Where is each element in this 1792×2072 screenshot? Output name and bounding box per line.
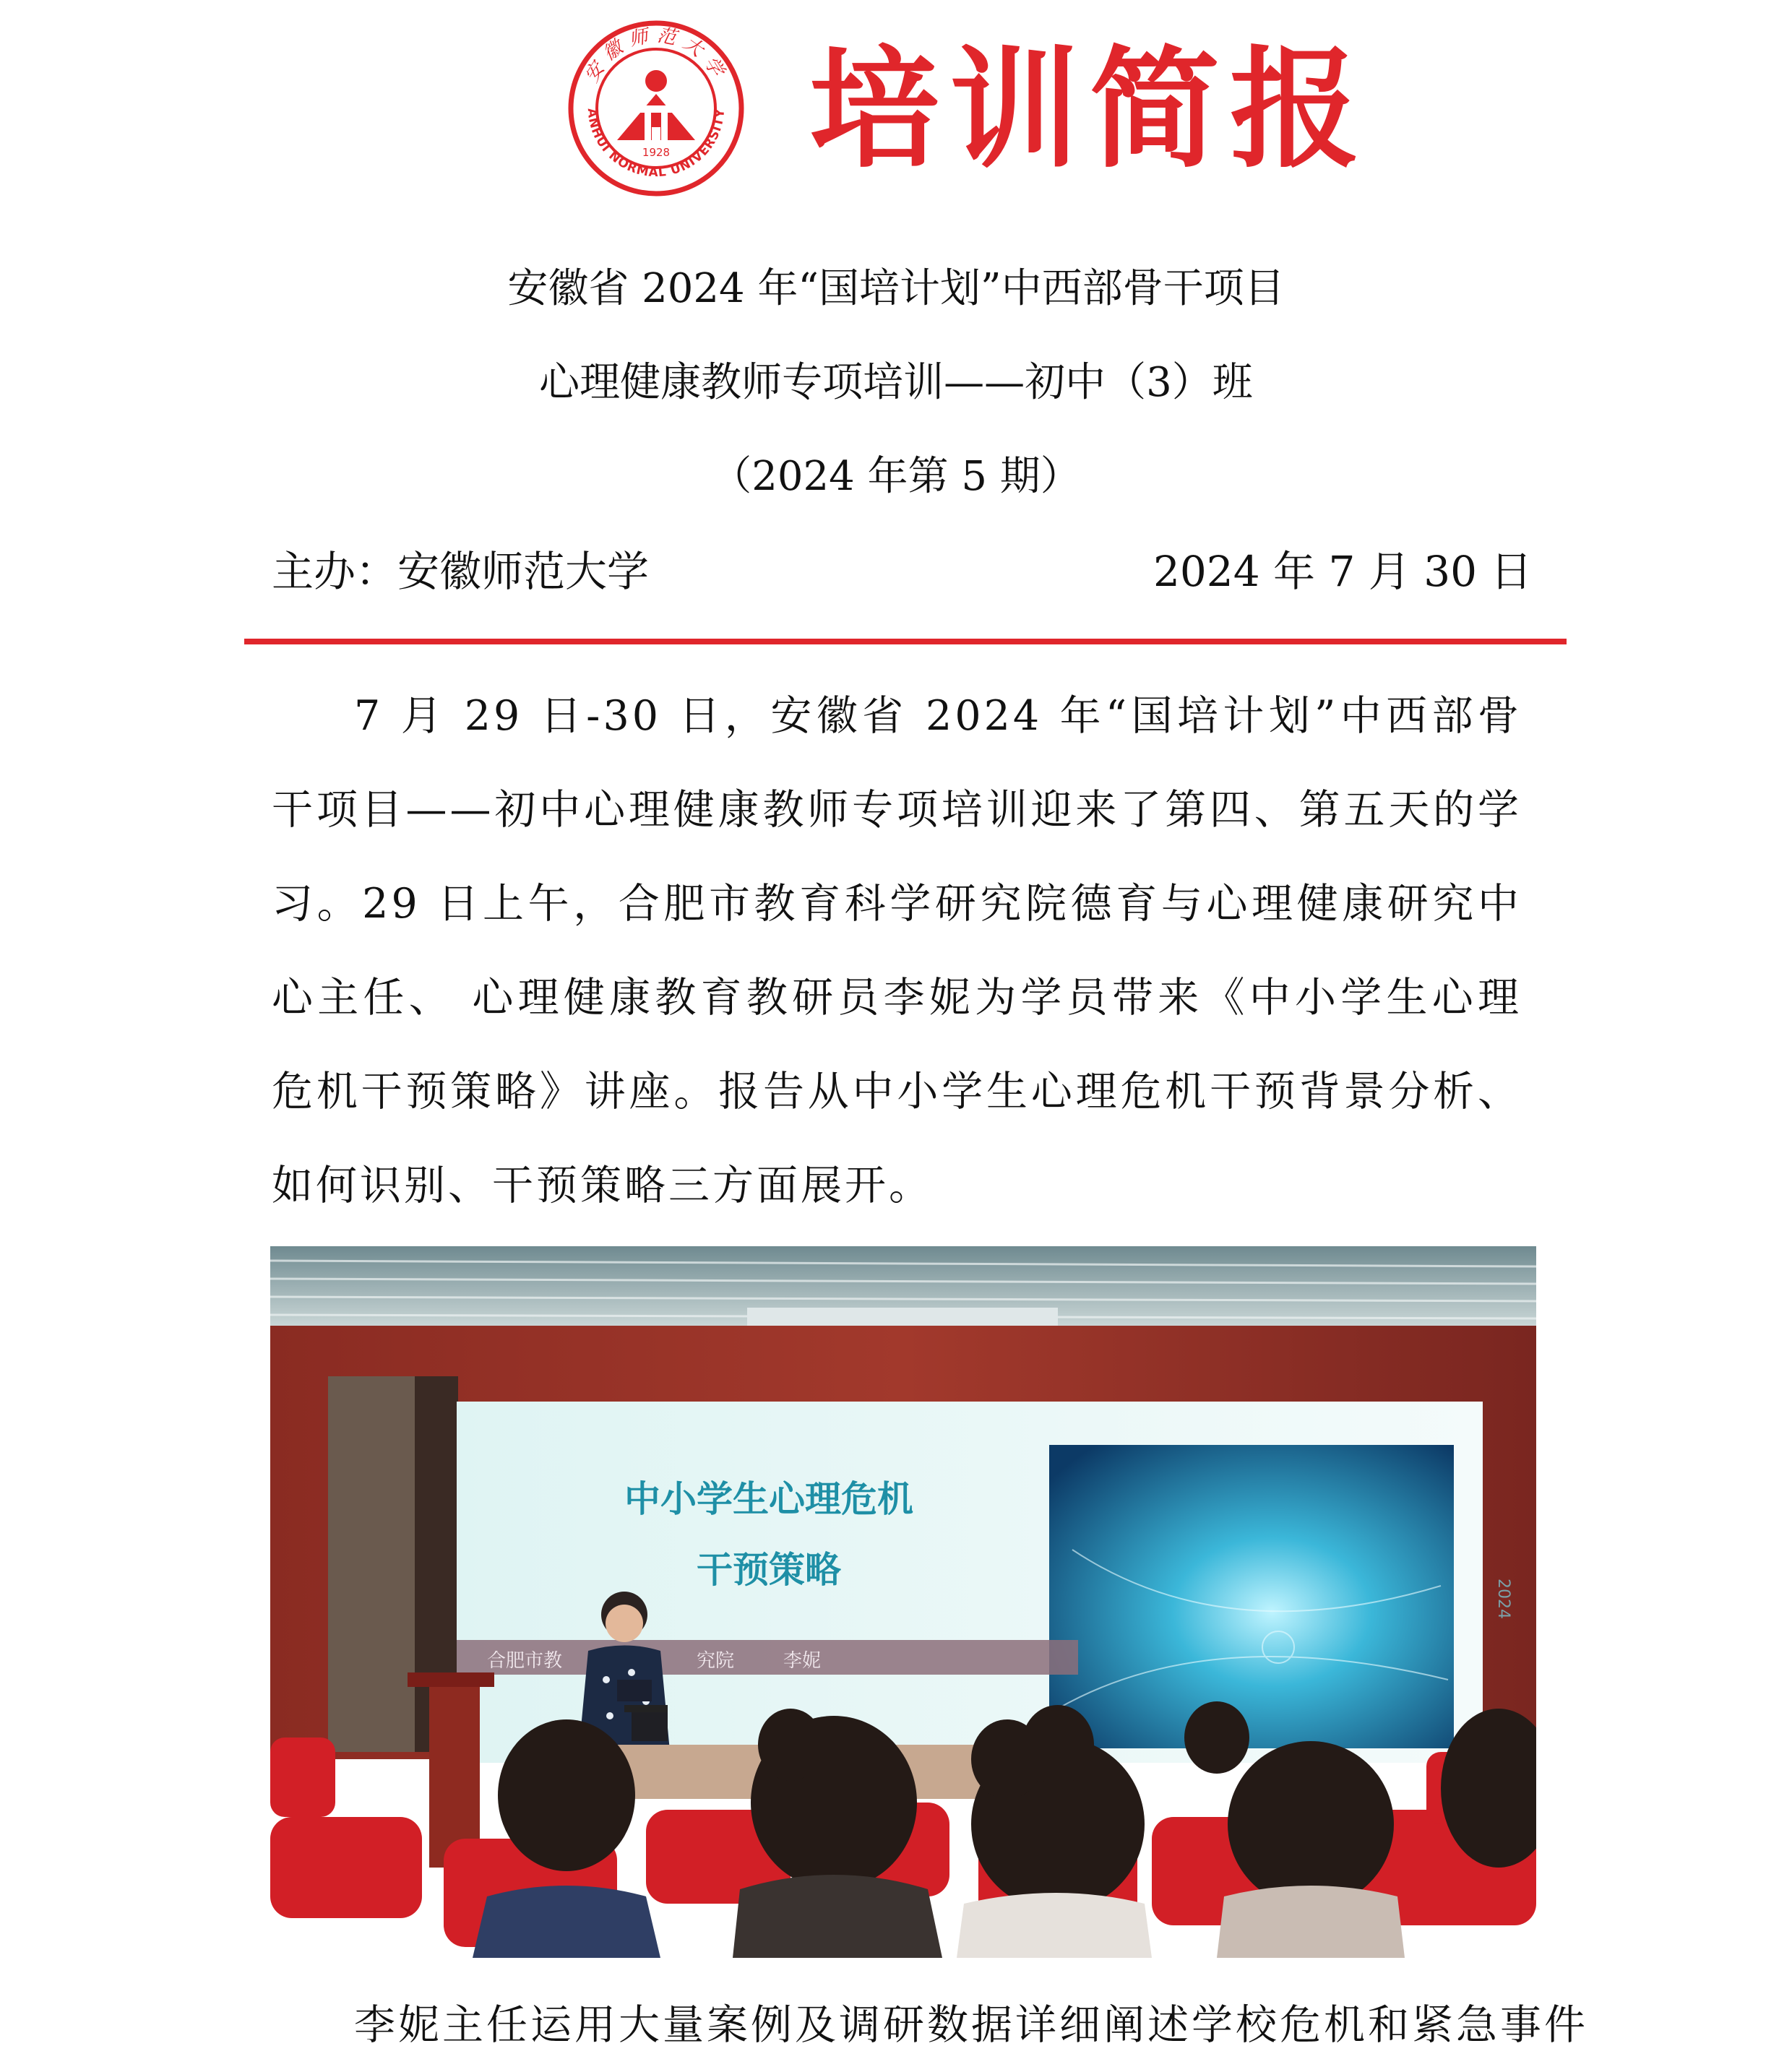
slide-footer-left: 合肥市教: [487, 1650, 563, 1672]
body-paragraph: [272, 669, 1522, 1233]
body-paragraph-continued: [272, 1978, 1588, 2072]
seal-year: 1928: [642, 146, 671, 159]
header-divider: [244, 639, 1567, 644]
slide-footer-right: 李妮: [783, 1650, 822, 1672]
seal-english-name: ANHUI NORMAL UNIVERSITY: [584, 108, 728, 181]
organizer: 主办：安徽师范大学: [272, 547, 650, 596]
project-heading: 安徽省 2024 年“国培计划”中西部骨干项目: [507, 265, 1285, 312]
slide-title-line1: 中小学生心理危机: [624, 1478, 913, 1520]
issue-date: 2024 年 7 月 30 日: [1153, 547, 1533, 596]
body-paragraph-text: 李妮主任运用大量案例及调研数据详细阐述学校危机和紧急事件: [354, 2001, 1588, 2049]
seal-chinese-name: 安徽师范大学: [580, 24, 732, 87]
body-paragraph-text: 7 月 29 日-30 日，安徽省 2024 年“国培计划”中西部骨干项目——初中心理健康教师专项培训迎来了第四、第五天的学习。29 日上午，合肥市教育科学研究院德育与心理健康研究中心主任、 心理健康教育教研员李妮为学员带来《中小学生心理危机干预策略》讲座。报告从中小学生心理危机干预背景分析、如何识别、干预策略三方面展开。: [272, 692, 1522, 1209]
brief-title: 培训简报: [809, 35, 1371, 186]
slide-footer-mid: 究院: [697, 1650, 735, 1672]
issue-number: （2024 年第 5 期）: [711, 453, 1081, 500]
class-heading: 心理健康教师专项培训——初中（3）班: [539, 359, 1253, 406]
slide-title-line2: 干预策略: [697, 1549, 841, 1591]
slide-year: 2024: [1494, 1579, 1512, 1619]
university-seal-logo: [567, 19, 746, 198]
lecture-photo: [270, 1246, 1536, 1958]
